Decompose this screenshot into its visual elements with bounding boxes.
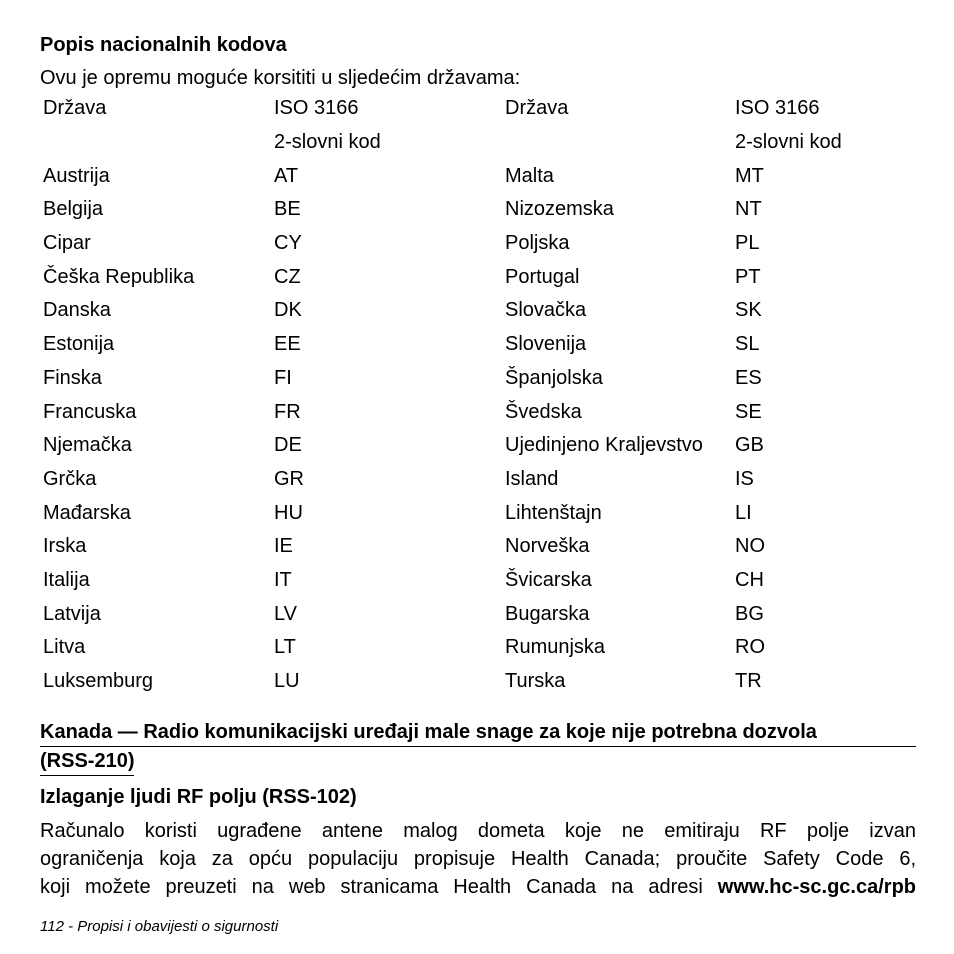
table-row	[40, 530, 885, 564]
country-cell: Slovenija	[505, 333, 587, 356]
code-cell: CZ	[274, 265, 301, 288]
paragraph-line	[40, 873, 916, 901]
header-code-b: 2-slovni kod	[735, 131, 842, 154]
table-row	[40, 496, 885, 530]
table-row	[40, 193, 885, 227]
code-cell: DE	[274, 434, 302, 457]
table-row	[40, 362, 885, 396]
code-cell: GB	[735, 434, 764, 457]
code-cell: DK	[274, 299, 302, 322]
paragraph-line-text: koji možete preuzeti na web stranicama Health Canada na adresi	[40, 876, 703, 898]
body-paragraph	[40, 817, 916, 901]
country-cell: Rumunjska	[505, 636, 606, 659]
code-cell: FR	[274, 400, 301, 423]
code-cell: SK	[735, 299, 762, 322]
table-row	[40, 227, 885, 261]
country-cell: Island	[505, 467, 559, 490]
canada-heading	[40, 718, 916, 776]
exposure-heading: Izlaganje ljudi RF polju (RSS-102)	[40, 786, 357, 808]
country-cell: Bugarska	[505, 602, 590, 625]
table-row	[40, 328, 885, 362]
country-cell: Poljska	[505, 232, 570, 255]
code-cell: NT	[735, 198, 762, 221]
canada-heading-line1: Kanada — Radio komunikacijski uređaji male snage za koje nije potrebna dozvola	[40, 718, 916, 747]
header-iso-a: ISO 3166	[274, 97, 359, 120]
code-cell: CH	[735, 568, 764, 591]
table-row	[40, 463, 885, 497]
country-cell: Finska	[43, 366, 102, 389]
code-cell: CY	[274, 232, 302, 255]
country-cell: Cipar	[43, 232, 91, 255]
health-canada-url: www.hc-sc.gc.ca/rpb	[717, 876, 916, 898]
canada-heading-line2: (RSS-210)	[40, 747, 134, 776]
intro-text: Ovu je opremu moguće korsititi u sljedećim državama:	[40, 67, 521, 89]
page-footer: 112 - Propisi i obavijesti o sigurnosti	[40, 918, 279, 935]
country-cell: Litva	[43, 636, 86, 659]
table-row	[40, 564, 885, 598]
paragraph-line: Računalo koristi ugrađene antene malog dometa koje ne emitiraju RF polje izvan	[40, 820, 916, 842]
country-cell: Slovačka	[505, 299, 587, 322]
table-row	[40, 260, 885, 294]
code-cell: RO	[735, 636, 765, 659]
country-cell: Turska	[505, 670, 566, 693]
table-row	[40, 597, 885, 631]
code-cell: LU	[274, 670, 300, 693]
code-cell: AT	[274, 164, 299, 187]
country-cell: Francuska	[43, 400, 137, 423]
code-cell: BG	[735, 602, 764, 625]
code-cell: IS	[735, 467, 754, 490]
country-cell: Grčka	[43, 467, 97, 490]
country-cell: Švedska	[505, 400, 582, 423]
table-row	[40, 159, 885, 193]
header-country-b: Država	[505, 97, 569, 120]
country-cell: Danska	[43, 299, 111, 322]
code-cell: PL	[735, 232, 760, 255]
country-cell: Njemačka	[43, 434, 132, 457]
code-cell: LV	[274, 602, 297, 625]
country-cell: Malta	[505, 164, 554, 187]
code-cell: BE	[274, 198, 301, 221]
code-cell: NO	[735, 535, 765, 558]
country-cell: Norveška	[505, 535, 590, 558]
country-cell: Irska	[43, 535, 87, 558]
code-cell: PT	[735, 265, 761, 288]
country-cell: Estonija	[43, 333, 115, 356]
code-cell: SE	[735, 400, 762, 423]
code-cell: GR	[274, 467, 304, 490]
table-header-row	[40, 92, 885, 126]
country-cell: Mađarska	[43, 501, 131, 524]
code-cell: ES	[735, 366, 762, 389]
country-cell: Latvija	[43, 602, 101, 625]
table-row	[40, 665, 885, 699]
country-code-table	[40, 92, 885, 698]
country-cell: Ujedinjeno Kraljevstvo	[505, 434, 703, 457]
header-iso-b: ISO 3166	[735, 97, 820, 120]
code-cell: TR	[735, 670, 762, 693]
code-cell: IT	[274, 568, 292, 591]
country-cell: Italija	[43, 568, 90, 591]
table-header-row	[40, 126, 885, 160]
code-cell: LT	[274, 636, 296, 659]
country-cell: Austrija	[43, 164, 110, 187]
table-row	[40, 429, 885, 463]
country-cell: Češka Republika	[43, 265, 195, 288]
country-cell: Nizozemska	[505, 198, 614, 221]
country-cell: Belgija	[43, 198, 104, 221]
country-cell: Švicarska	[505, 568, 592, 591]
header-country-a: Država	[43, 97, 107, 120]
code-cell: FI	[274, 366, 292, 389]
code-cell: IE	[274, 535, 293, 558]
country-cell: Španjolska	[505, 366, 603, 389]
table-row	[40, 395, 885, 429]
code-cell: LI	[735, 501, 752, 524]
code-cell: HU	[274, 501, 303, 524]
country-cell: Luksemburg	[43, 670, 154, 693]
country-cell: Portugal	[505, 265, 580, 288]
code-cell: EE	[274, 333, 301, 356]
code-cell: MT	[735, 164, 764, 187]
paragraph-line: ograničenja koja za opću populaciju propisuje Health Canada; proučite Safety Code 6,	[40, 848, 916, 870]
section-title: Popis nacionalnih kodova	[40, 34, 287, 56]
header-code-a: 2-slovni kod	[274, 131, 381, 154]
code-cell: SL	[735, 333, 760, 356]
table-row	[40, 294, 885, 328]
country-cell: Lihtenštajn	[505, 501, 602, 524]
table-row	[40, 631, 885, 665]
